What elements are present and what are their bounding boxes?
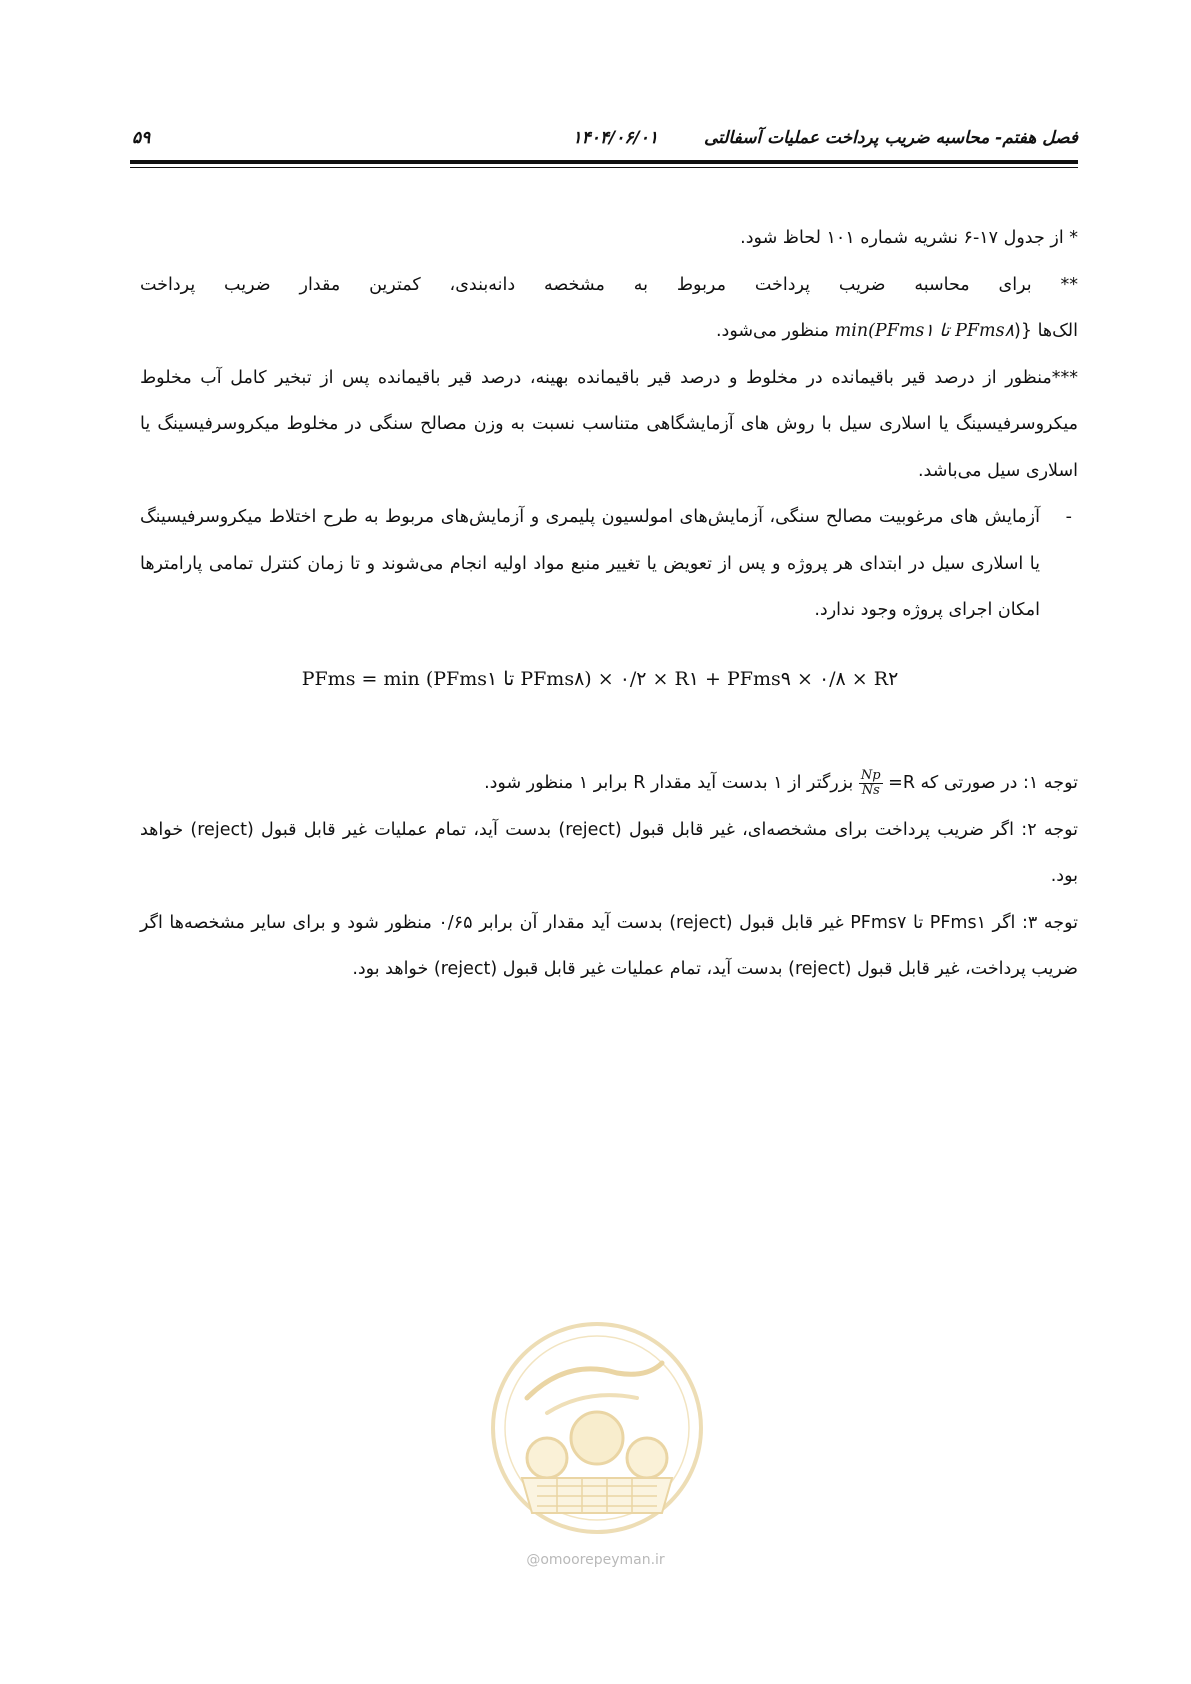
header-rule-thin bbox=[130, 167, 1078, 168]
notes bbox=[140, 760, 1078, 993]
sieve-suffix: منظور می‌شود. bbox=[715, 321, 835, 341]
payment-factor-formula: PFms = min (PFms۱ تا PFms۸) × ۰/۲ × R۱ + PFms۹ × ۰/۸ × R۲ bbox=[301, 668, 899, 690]
page-number: ۵۹ bbox=[132, 128, 151, 148]
chapter-title: فصل هفتم- محاسبه ضریب پرداخت عملیات آسفالتی bbox=[703, 128, 1078, 148]
fraction-denominator: Ns bbox=[861, 782, 880, 798]
bullet-text: آزمایش های مرغوبیت مصالح سنگی، آزمایش‌های امولسیون پلیمری و آزمایش‌های مربوط به طرح اختلاط میکروسرفیسینگ یا اسلاری سیل در ابتدای هر پروژه و پس از تعویض یا تغییر منبع مواد اولیه انجام می‌شوند و تا زمان کنترل تمامی پارامترها امکان اجرای پروژه وجود ندارد. bbox=[140, 507, 1040, 620]
note-1 bbox=[140, 760, 1078, 807]
header-date: ۱۴۰۴/۰۶/۰۱ bbox=[572, 128, 658, 148]
header-rule-thick bbox=[130, 160, 1078, 164]
bullet-dash: - bbox=[1065, 507, 1072, 527]
note-1-suffix: بزرگتر از ۱ بدست آید مقدار R برابر ۱ منظور شود. bbox=[484, 773, 854, 793]
note-2: توجه ۲: اگر ضریب پرداخت برای مشخصه‌ای، غیر قابل قبول (reject) بدست آید، تمام عملیات غیر قابل قبول (reject) خواهد بود. bbox=[140, 819, 1078, 886]
fraction-numerator: Np bbox=[860, 767, 881, 783]
website-watermark: @omoorepeyman.ir bbox=[526, 1552, 665, 1568]
bullet-item bbox=[140, 494, 1078, 634]
omoorepeyman-logo-icon bbox=[487, 1318, 707, 1538]
body-text bbox=[140, 215, 1078, 634]
sieve-prefix: الک‌ها {( bbox=[1014, 321, 1078, 341]
note-3: توجه ۳: اگر PFms۱ تا PFms۷ غیر قابل قبول (reject) بدست آید مقدار آن برابر ۰/۶۵ منظور شود و برای سایر مشخصه‌ها اگر ضریب پرداخت، غیر قابل قبول (reject) بدست آید، تمام عملیات غیر قابل قبول (reject) خواهد بود. bbox=[140, 912, 1078, 979]
paragraph-footnote-1: * از جدول ۱۷-۶ نشریه شماره ۱۰۱ لحاظ شود. bbox=[740, 228, 1078, 248]
np-ns-fraction bbox=[859, 769, 883, 798]
paragraph-footnote-3: ***منظور از درصد قیر باقیمانده در مخلوط و درصد قیر باقیمانده بهینه، درصد قیر باقیمانده پس از تبخیر کامل آب مخلوط میکروسرفیسینگ یا اسلاری سیل با روش های آزمایشگاهی متناسب نسبت به وزن مصالح سنگی در مخلوط میکروسرفیسینگ یا اسلاری سیل می‌باشد. bbox=[140, 367, 1078, 481]
note-1-prefix: توجه ۱: در صورتی که R= bbox=[888, 773, 1078, 793]
paragraph-footnote-2a: ** برای محاسبه ضریب پرداخت مربوط به مشخصه دانه‌بندی، کمترین مقدار ضریب پرداخت bbox=[140, 274, 1078, 295]
min-expression: min(PFms۱ تا PFms۸ bbox=[834, 321, 1015, 341]
paragraph-footnote-2b bbox=[140, 308, 1078, 355]
page-header bbox=[130, 128, 1078, 150]
